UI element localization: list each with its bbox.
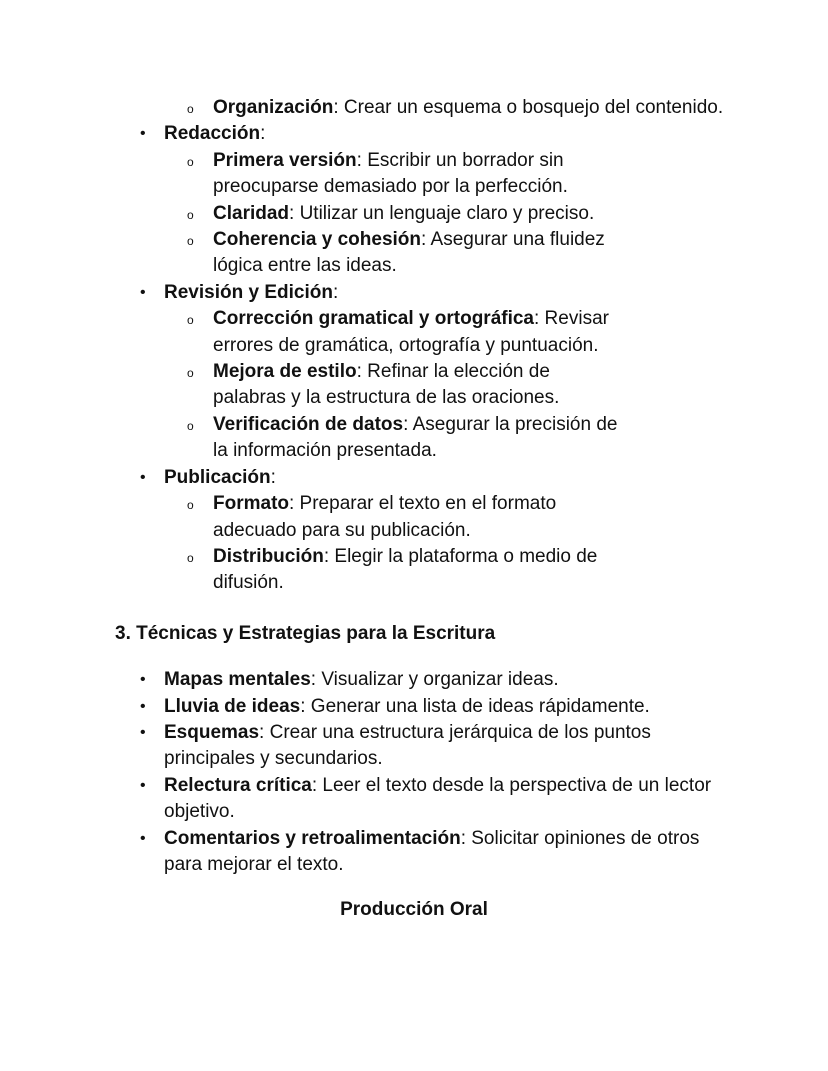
item-term: Claridad xyxy=(213,202,290,224)
bullet: • xyxy=(140,283,146,301)
sublist-item xyxy=(0,227,728,280)
step-suffix: : xyxy=(332,281,339,303)
bullet: • xyxy=(140,697,146,715)
item-term: Comentarios y retroalimentación xyxy=(164,827,461,849)
step-suffix: : xyxy=(270,466,276,488)
list-item xyxy=(0,694,828,720)
item-desc: : Crear una estructura jerárquica de los puntos principales y secundarios. xyxy=(164,721,651,770)
step-sublist xyxy=(164,148,728,280)
item-term: Distribución xyxy=(213,545,324,567)
bullet: • xyxy=(140,671,146,689)
bullet: • xyxy=(140,829,146,847)
item-term: Coherencia y cohesión xyxy=(213,229,422,251)
list-item xyxy=(0,720,828,773)
process-step xyxy=(0,280,828,465)
sublist-item xyxy=(0,95,828,121)
step-sublist xyxy=(164,491,728,597)
document-page xyxy=(0,95,828,924)
sub-bullet: o xyxy=(187,154,194,169)
step-sublist xyxy=(164,306,728,464)
item-term: Formato xyxy=(213,493,289,515)
item-desc: : Elegir la plataforma o medio de difusión. xyxy=(213,545,598,594)
item-desc: : Crear un esquema o bosquejo del contenido. xyxy=(333,97,724,118)
item-desc: : Preparar el texto en el formato adecuado para su publicación. xyxy=(213,493,557,541)
list-item xyxy=(0,667,828,693)
item-term: Lluvia de ideas xyxy=(164,695,301,717)
sub-bullet: o xyxy=(187,207,194,222)
step-label: Revisión y Edición xyxy=(164,281,333,303)
sublist-item xyxy=(0,544,728,597)
sub-bullet: o xyxy=(187,366,194,381)
item-term: Relectura crítica xyxy=(164,774,312,796)
bullet: • xyxy=(140,723,146,741)
list-item xyxy=(0,826,828,879)
bullet: • xyxy=(140,468,146,486)
item-term: Corrección gramatical y ortográfica xyxy=(213,308,534,330)
sub-bullet: o xyxy=(187,102,194,116)
section-heading: 3. Técnicas y Estrategias para la Escritura xyxy=(115,622,496,644)
sub-bullet: o xyxy=(187,313,194,328)
item-term: Primera versión xyxy=(213,149,357,171)
process-list xyxy=(0,121,828,596)
sublist-item xyxy=(0,412,728,465)
item-term: Mapas mentales xyxy=(164,669,311,691)
next-section-title: Producción Oral xyxy=(340,899,488,921)
sub-bullet: o xyxy=(187,234,194,249)
sublist-item xyxy=(0,359,728,412)
item-desc: : Refinar la elección de palabras y la estructura de las oraciones. xyxy=(213,361,560,409)
sub-bullet: o xyxy=(187,498,194,513)
item-desc: : Generar una lista de ideas rápidamente. xyxy=(300,695,650,717)
item-desc: : Asegurar la precisión de la información presentada. xyxy=(213,413,618,462)
step-label: Redacción xyxy=(164,123,261,145)
item-desc: : Utilizar un lenguaje claro y preciso. xyxy=(289,202,595,224)
item-term: Verificación de datos xyxy=(213,413,404,435)
continued-sublist xyxy=(0,95,828,121)
sub-bullet: o xyxy=(187,550,194,565)
bullet: • xyxy=(140,125,146,143)
item-desc: : Leer el texto desde la perspectiva de un lector objetivo. xyxy=(164,774,712,823)
step-label: Publicación xyxy=(164,466,271,488)
bullet: • xyxy=(140,776,146,794)
item-desc: : Revisar errores de gramática, ortografía y puntuación. xyxy=(213,308,609,356)
item-term: Esquemas xyxy=(164,721,260,743)
item-desc: : Visualizar y organizar ideas. xyxy=(310,669,559,691)
item-term: Mejora de estilo xyxy=(213,361,357,383)
item-desc: : Asegurar una fluidez lógica entre las ideas. xyxy=(213,229,605,277)
sublist-item xyxy=(0,306,728,359)
sublist-item xyxy=(0,148,728,201)
process-step xyxy=(0,465,828,597)
step-suffix: : xyxy=(260,123,266,145)
process-step xyxy=(0,121,828,279)
sub-bullet: o xyxy=(187,418,194,433)
item-desc: : Escribir un borrador sin preocuparse demasiado por la perfección. xyxy=(213,149,568,198)
techniques-list xyxy=(0,667,828,878)
item-term: Organización xyxy=(213,97,334,118)
item-desc: : Solicitar opiniones de otros para mejorar el texto. xyxy=(164,827,700,875)
sublist-item xyxy=(0,201,728,227)
list-item xyxy=(0,773,828,826)
sublist-item xyxy=(0,491,728,544)
